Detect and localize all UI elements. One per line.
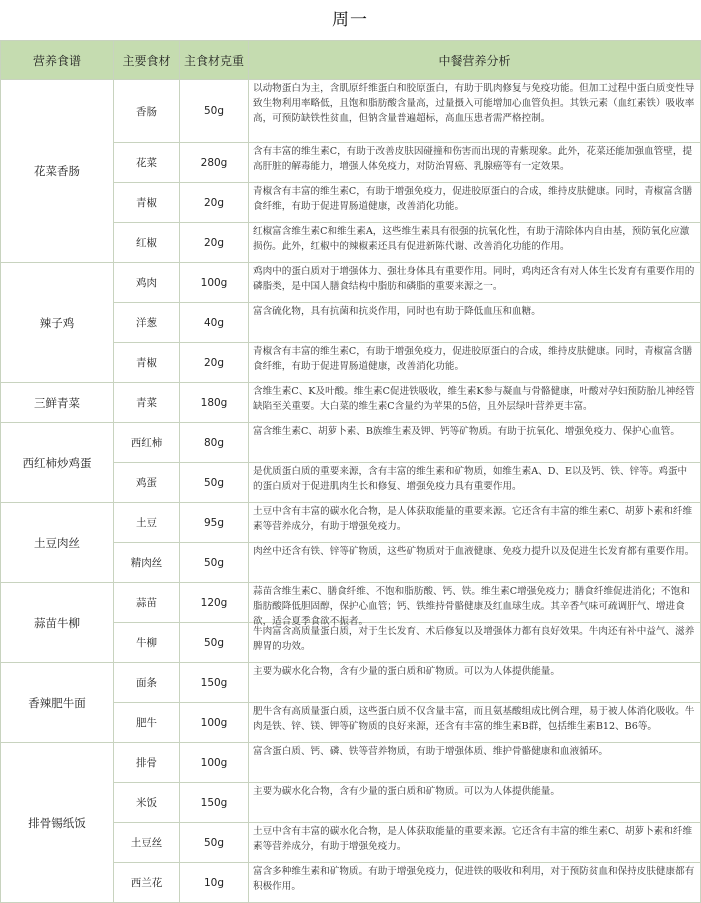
analysis-text: 肥牛含有高质量蛋白质，这些蛋白质不仅含量丰富，而且氨基酸组成比例合理，易于被人体消化吸收。牛肉是铁、锌、镁、钾等矿物质的良好来源，还含有丰富的维生素B群，包括维生素B12、B6等。 [253, 706, 695, 732]
analysis-cell [249, 343, 701, 383]
analysis-text: 含维生素C、K及叶酸。维生素C促进铁吸收，维生素K参与凝血与骨骼健康，叶酸对孕妇预防胎儿神经管缺陷至关重要。大白菜的维生素C含量约为苹果的5倍，且外层绿叶营养更丰富。 [253, 386, 695, 412]
table-row [1, 503, 701, 543]
analysis-cell [249, 583, 701, 627]
dish-name: 花菜香肠 [1, 80, 114, 263]
header-row [1, 41, 701, 80]
table-row [1, 423, 701, 463]
ingredient-cell: 鸡肉 [114, 263, 180, 303]
ingredient-cell: 牛柳 [114, 623, 180, 663]
analysis-text: 含有丰富的维生素C，有助于改善皮肤因碰撞和伤害而出现的青紫现象。此外，花菜还能加强血管壁，提高肝脏的解毒能力，增强人体免疫力，对防治胃癌、乳腺癌等有一定效果。 [253, 146, 693, 172]
ingredient-cell: 蒜苗 [114, 583, 180, 623]
analysis-cell [249, 263, 701, 303]
analysis-cell [249, 143, 701, 183]
analysis-cell [249, 423, 701, 463]
weight-cell: 80g [180, 423, 249, 463]
analysis-cell [249, 623, 701, 663]
analysis-text: 鸡肉中的蛋白质对于增强体力、强壮身体具有重要作用。同时，鸡肉还含有对人体生长发育有重要作用的磷脂类，是中国人膳食结构中脂肪和磷脂的重要来源之一。 [253, 266, 695, 292]
header-analysis: 中餐营养分析 [249, 41, 701, 80]
weight-cell: 40g [180, 303, 249, 343]
analysis-text: 牛肉富含高质量蛋白质，对于生长发育、术后修复以及增强体力都有良好效果。牛肉还有补中益气、滋养脾胃的功效。 [253, 626, 695, 652]
analysis-text: 红椒富含维生素C和维生素A，这些维生素具有很强的抗氧化性，有助于清除体内自由基，预防氧化应激损伤。此外，红椒中的辣椒素还具有促进新陈代谢、改善消化功能的作用。 [253, 226, 690, 252]
ingredient-cell: 青椒 [114, 183, 180, 223]
weight-cell: 50g [180, 463, 249, 503]
dish-name: 西红柿炒鸡蛋 [1, 423, 114, 503]
weight-cell: 10g [180, 863, 249, 903]
analysis-cell [249, 863, 701, 903]
dish-name: 蒜苗牛柳 [1, 583, 114, 663]
analysis-text: 富含多种维生素和矿物质。有助于增强免疫力，促进铁的吸收和利用，对于预防贫血和保持皮肤健康都有积极作用。 [253, 866, 695, 892]
analysis-text: 青椒含有丰富的维生素C，有助于增强免疫力，促进胶原蛋白的合成，维持皮肤健康。同时，青椒富含膳食纤维，有助于促进胃肠道健康，改善消化功能。 [253, 346, 693, 372]
analysis-cell [249, 463, 701, 503]
weight-cell: 50g [180, 543, 249, 583]
analysis-cell [249, 743, 701, 783]
header-weight: 主食材克重 [180, 41, 249, 80]
analysis-cell [249, 223, 701, 263]
ingredient-cell: 土豆 [114, 503, 180, 543]
dish-name: 排骨锡纸饭 [1, 743, 114, 903]
weight-cell: 20g [180, 223, 249, 263]
analysis-text: 富含蛋白质、钙、磷、铁等营养物质，有助于增强体质、维护骨骼健康和血液循环。 [253, 746, 608, 757]
ingredient-cell: 鸡蛋 [114, 463, 180, 503]
analysis-cell [249, 703, 701, 743]
analysis-text: 富含硫化物，具有抗菌和抗炎作用，同时也有助于降低血压和血糖。 [253, 306, 541, 317]
weight-cell: 50g [180, 80, 249, 143]
analysis-text: 富含维生素C、胡萝卜素、B族维生素及钾、钙等矿物质。有助于抗氧化、增强免疫力、保护心血管。 [253, 426, 680, 437]
table-row [1, 743, 701, 783]
weight-cell: 50g [180, 623, 249, 663]
analysis-cell [249, 823, 701, 863]
analysis-cell [249, 80, 701, 143]
analysis-text: 肉丝中还含有铁、锌等矿物质，这些矿物质对于血液健康、免疫力提升以及促进生长发育都有重要作用。 [253, 546, 695, 557]
weight-cell: 120g [180, 583, 249, 623]
ingredient-cell: 香肠 [114, 80, 180, 143]
analysis-cell [249, 383, 701, 423]
dish-name: 辣子鸡 [1, 263, 114, 383]
analysis-cell [249, 183, 701, 223]
ingredient-cell: 精肉丝 [114, 543, 180, 583]
nutrition-table [0, 40, 701, 903]
weight-cell: 20g [180, 183, 249, 223]
weight-cell: 95g [180, 503, 249, 543]
weight-cell: 180g [180, 383, 249, 423]
weight-cell: 280g [180, 143, 249, 183]
dish-name: 土豆肉丝 [1, 503, 114, 583]
dish-name: 香辣肥牛面 [1, 663, 114, 743]
analysis-text: 以动物蛋白为主，含肌原纤维蛋白和胶原蛋白，有助于肌肉修复与免疫功能。但加工过程中蛋白质变性导致生物利用率略低，且饱和脂肪酸含量高，过量摄入可能增加心血管负担。其铁元素（血红素铁）吸收率高，可预防缺铁性贫血，但钠含量普遍超标，高血压患者需严格控制。 [253, 83, 695, 124]
dish-name: 三鲜青菜 [1, 383, 114, 423]
analysis-text: 土豆中含有丰富的碳水化合物，是人体获取能量的重要来源。它还含有丰富的维生素C、胡萝卜素和纤维素等营养成分，有助于增强免疫力。 [253, 826, 693, 852]
analysis-text: 主要为碳水化合物，含有少量的蛋白质和矿物质。可以为人体提供能量。 [253, 666, 560, 677]
weight-cell: 20g [180, 343, 249, 383]
ingredient-cell: 西红柿 [114, 423, 180, 463]
ingredient-cell: 面条 [114, 663, 180, 703]
ingredient-cell: 青菜 [114, 383, 180, 423]
analysis-cell [249, 303, 701, 343]
ingredient-cell: 土豆丝 [114, 823, 180, 863]
analysis-text: 是优质蛋白质的重要来源，含有丰富的维生素和矿物质，如维生素A、D、E以及钙、铁、锌等。鸡蛋中的蛋白质对于促进肌肉生长和修复、增强免疫力具有重要作用。 [253, 466, 688, 492]
header-ingredient: 主要食材 [114, 41, 180, 80]
weight-cell: 150g [180, 663, 249, 703]
ingredient-cell: 青椒 [114, 343, 180, 383]
ingredient-cell: 肥牛 [114, 703, 180, 743]
table-row [1, 663, 701, 703]
weight-cell: 100g [180, 263, 249, 303]
table-row [1, 80, 701, 143]
table-row [1, 383, 701, 423]
table-body [1, 80, 701, 903]
weight-cell: 50g [180, 823, 249, 863]
analysis-cell [249, 783, 701, 823]
analysis-text: 主要为碳水化合物，含有少量的蛋白质和矿物质。可以为人体提供能量。 [253, 786, 560, 797]
analysis-text: 土豆中含有丰富的碳水化合物，是人体获取能量的重要来源。它还含有丰富的维生素C、胡萝卜素和纤维素等营养成分，有助于增强免疫力。 [253, 506, 693, 532]
ingredient-cell: 米饭 [114, 783, 180, 823]
ingredient-cell: 洋葱 [114, 303, 180, 343]
weight-cell: 150g [180, 783, 249, 823]
analysis-text: 蒜苗含维生素C、膳食纤维、不饱和脂肪酸、钙、铁。维生素C增强免疫力；膳食纤维促进消化；不饱和脂肪酸降低胆固醇，保护心血管；钙、铁维持骨骼健康及红血球生成。其辛香气味可疏调肝气、增进食欲，适合夏季食欲不振者。 [253, 586, 690, 627]
analysis-cell [249, 543, 701, 583]
weight-cell: 100g [180, 703, 249, 743]
header-recipe: 营养食谱 [1, 41, 114, 80]
table-row [1, 583, 701, 623]
analysis-cell [249, 663, 701, 703]
table-row [1, 263, 701, 303]
weight-cell: 100g [180, 743, 249, 783]
page-title: 周一 [332, 10, 368, 30]
ingredient-cell: 西兰花 [114, 863, 180, 903]
analysis-text: 青椒含有丰富的维生素C，有助于增强免疫力，促进胶原蛋白的合成，维持皮肤健康。同时，青椒富含膳食纤维，有助于促进胃肠道健康，改善消化功能。 [253, 186, 693, 212]
ingredient-cell: 红椒 [114, 223, 180, 263]
ingredient-cell: 排骨 [114, 743, 180, 783]
analysis-cell [249, 503, 701, 543]
ingredient-cell: 花菜 [114, 143, 180, 183]
